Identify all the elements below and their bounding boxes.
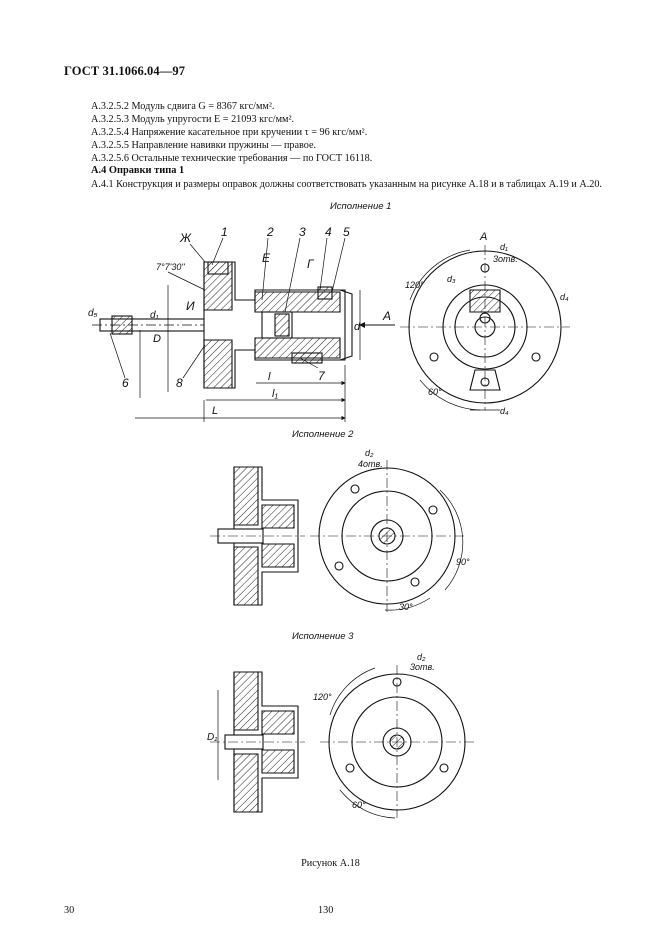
variant-2-title: Исполнение 2 bbox=[292, 429, 354, 440]
arrow-a-label: А bbox=[383, 309, 392, 323]
callout-4: 4 bbox=[325, 225, 332, 239]
dim-l1: l₁ bbox=[272, 388, 278, 400]
dim-d5: d₅ bbox=[88, 308, 98, 319]
callout-2: 2 bbox=[267, 225, 274, 239]
dim-D: D bbox=[153, 333, 161, 345]
v2-d2: d₂ bbox=[365, 448, 374, 458]
view-a-angle-120: 120° bbox=[405, 280, 424, 290]
label-i: И bbox=[186, 299, 195, 313]
view-a-label: А bbox=[480, 231, 488, 243]
v3-angle-60: 60° bbox=[352, 800, 366, 810]
v3-holes3: 3отв. bbox=[410, 662, 435, 672]
paragraph-a3255: А.3.2.5.5 Направление навивки пружины — правое. bbox=[91, 140, 317, 151]
page-number-left: 30 bbox=[64, 905, 75, 916]
standard-header: ГОСТ 31.1066.04—97 bbox=[64, 64, 186, 78]
variant-3-view bbox=[320, 665, 475, 818]
view-a-angle-60: 60° bbox=[428, 387, 442, 397]
view-a-d1: d₁ bbox=[500, 242, 508, 252]
callout-6: 6 bbox=[122, 376, 129, 390]
variant-3-title: Исполнение 3 bbox=[292, 631, 354, 642]
figure-caption: Рисунок А.18 bbox=[301, 858, 360, 869]
callout-7: 7 bbox=[318, 369, 325, 383]
variant-1-title: Исполнение 1 bbox=[330, 201, 392, 212]
view-a-holes3: 3отв. bbox=[493, 254, 518, 264]
section-text: А.4.1 Конструкция и размеры оправок должны соответствовать указанным на рисунке А.18 и в таблицах А.19 и А.20. bbox=[91, 179, 602, 190]
label-e: Е bbox=[262, 251, 271, 265]
v2-angle-30: 30° bbox=[399, 602, 413, 612]
dim-d: d bbox=[354, 321, 361, 333]
view-a-d3: d₃ bbox=[447, 274, 456, 284]
angle-label: 7°7'30" bbox=[156, 262, 185, 272]
v3-d2: d₂ bbox=[417, 652, 426, 662]
callout-1: 1 bbox=[221, 225, 228, 239]
variant-1-view-a bbox=[400, 245, 570, 410]
paragraph-a3252: А.3.2.5.2 Модуль сдвига G = 8367 кгс/мм². bbox=[91, 101, 275, 112]
label-zh: Ж bbox=[180, 231, 192, 245]
variant-1-section bbox=[92, 238, 395, 422]
callout-5: 5 bbox=[343, 225, 350, 239]
view-a-d4: d₄ bbox=[500, 406, 509, 416]
v2-holes4: 4отв. bbox=[358, 459, 383, 469]
paragraph-a3256: А.3.2.5.6 Остальные технические требования — по ГОСТ 16118. bbox=[91, 153, 373, 164]
callout-8: 8 bbox=[176, 376, 183, 390]
label-g: Г bbox=[307, 257, 314, 271]
v2-angle-90: 90° bbox=[456, 557, 470, 567]
v3-D1: D₁ bbox=[207, 732, 218, 743]
variant-3-section bbox=[210, 672, 305, 812]
page-number-center: 130 bbox=[318, 905, 334, 916]
dim-d1: d₁ bbox=[150, 310, 159, 321]
dim-l: l bbox=[268, 371, 271, 383]
variant-2-view bbox=[310, 460, 465, 612]
dim-L: L bbox=[212, 405, 219, 417]
variant-2-section bbox=[210, 467, 305, 605]
paragraph-a3254: А.3.2.5.4 Напряжение касательное при кручении τ = 96 кгс/мм². bbox=[91, 127, 368, 138]
section-heading: А.4 Оправки типа 1 bbox=[91, 165, 185, 176]
view-a-d4-top: d₄ bbox=[560, 292, 569, 302]
callout-3: 3 bbox=[299, 225, 306, 239]
v3-angle-120: 120° bbox=[313, 692, 332, 702]
paragraph-a3253: А.3.2.5.3 Модуль упругости E = 21093 кгс/мм². bbox=[91, 114, 295, 125]
